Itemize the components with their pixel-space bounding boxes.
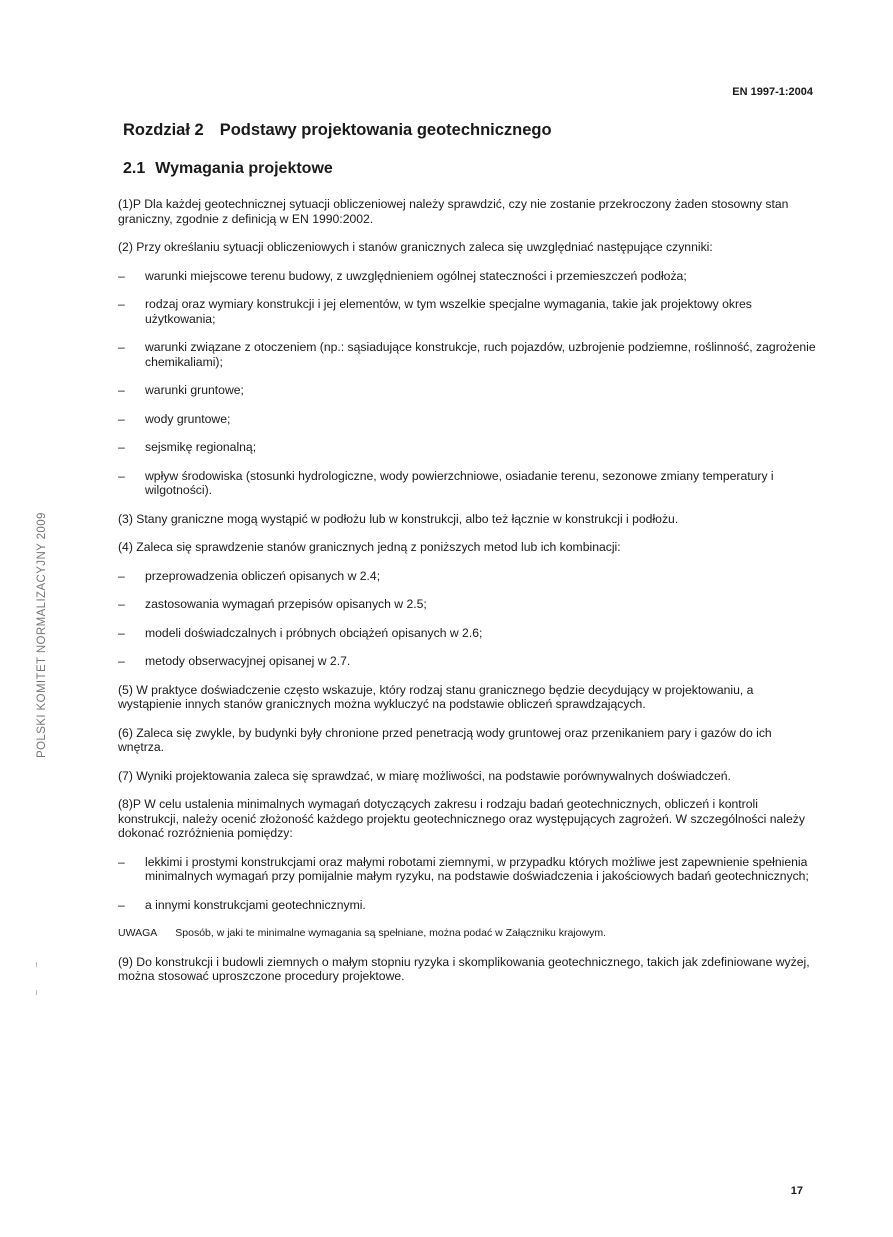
list-item-text: rodzaj oraz wymiary konstrukcji i jej elementów, w tym wszelkie specjalne wymagania, takie jak projektowy okres użytkowania; <box>145 297 752 326</box>
note-text: Sposób, w jaki te minimalne wymagania są spełniane, można podać w Załączniku krajowym. <box>175 927 606 939</box>
note <box>118 926 818 941</box>
document-number: EN 1997-1:2004 <box>732 86 813 98</box>
list-dash: – <box>118 440 125 454</box>
list-item-text: przeprowadzenia obliczeń opisanych w 2.4; <box>145 568 381 583</box>
list-dash: – <box>118 854 125 869</box>
section-title: Wymagania projektowe <box>155 160 333 177</box>
list-item <box>118 626 818 641</box>
chapter-title: Podstawy projektowania geotechnicznego <box>219 121 552 139</box>
list-dash: – <box>118 654 125 668</box>
chapter-heading <box>123 121 552 140</box>
paragraph: (6) Zaleca się zwykle, by budynki były chronione przed penetracją wody gruntowej oraz przenikaniem pary i gazów do ich wnętrza. <box>118 725 772 754</box>
paragraph: (1)P Dla każdej geotechnicznej sytuacji obliczeniowej należy sprawdzić, czy nie zostanie przekroczony żaden stosowny stan graniczny, zgodnie z definicją w EN 1990:2002. <box>118 197 789 226</box>
list-item <box>118 898 818 913</box>
list-dash: – <box>118 297 125 311</box>
list-dash: – <box>118 340 125 354</box>
list-item-text: wody gruntowe; <box>145 411 231 426</box>
list-item <box>118 383 818 398</box>
paragraph: (5) W praktyce doświadczenie często wskazuje, który rodzaj stanu granicznego będzie decydujący w projektowaniu, a wystąpienie innych stanów granicznych można wykluczyć na podstawie obliczeń sprawdzających. <box>118 682 754 711</box>
list-item-text: warunki gruntowe; <box>145 383 244 397</box>
chapter-number: Rozdział 2 <box>123 121 204 139</box>
paragraph: (8)P W celu ustalenia minimalnych wymagań dotyczących zakresu i rodzaju badań geotechnicznych, obliczeń i kontroli konstrukcji, należy ocenić złożoność każdego projektu geotechnicznego oraz występujących zagrożeń. W szczególności należy dokonać rozróżnienia pomiędzy: <box>118 797 805 840</box>
list-dash: – <box>118 268 125 283</box>
margin-mark <box>36 990 37 995</box>
list-item <box>118 654 818 669</box>
list-dash: – <box>118 468 125 483</box>
list-item <box>118 440 818 455</box>
margin-mark <box>36 962 37 967</box>
list-item-text: a innymi konstrukcjami geotechnicznymi. <box>145 897 366 912</box>
list-dash: – <box>118 597 125 611</box>
paragraph: (4) Zaleca się sprawdzenie stanów granicznych jedną z poniższych metod lub ich kombinacji: <box>118 540 621 554</box>
paragraph: (7) Wyniki projektowania zaleca się sprawdzać, w miarę możliwości, na podstawie porównywalnych doświadczeń. <box>118 768 731 783</box>
list-item <box>118 569 818 584</box>
list-dash: – <box>118 625 125 640</box>
list-item <box>118 269 818 284</box>
list-item <box>118 597 818 612</box>
paragraph: (9) Do konstrukcji i budowli ziemnych o małym stopniu ryzyka i skomplikowania geotechnicznego, takich jak zdefiniowane wyżej, można stosować uproszczone procedury projektowe. <box>118 954 810 983</box>
list-item-text: wpływ środowiska (stosunki hydrologiczne, wody powierzchniowe, osiadanie terenu, sezonowe zmiany temperatury i wilgotności). <box>145 468 774 497</box>
section-number: 2.1 <box>123 160 146 177</box>
list-item <box>118 412 818 427</box>
list-dash: – <box>118 411 125 426</box>
note-label: UWAGA <box>118 927 158 939</box>
list-item-text: warunki miejscowe terenu budowy, z uwzględnieniem ogólnej stateczności i przemieszczeń podłoża; <box>145 268 687 283</box>
list-item <box>118 297 818 326</box>
list-item <box>118 469 818 498</box>
page-number: 17 <box>790 1185 803 1197</box>
list-dash: – <box>118 383 125 397</box>
list-item-text: zastosowania wymagań przepisów opisanych w 2.5; <box>145 597 427 611</box>
section-heading <box>123 160 333 178</box>
list-item-text: metody obserwacyjnej opisanej w 2.7. <box>145 654 351 668</box>
list-dash: – <box>118 568 125 583</box>
list-item-text: warunki związane z otoczeniem (np.: sąsiadujące konstrukcje, ruch pojazdów, uzbrojenie podziemne, roślinność, zagrożenie chemikaliami); <box>145 340 816 369</box>
list-item-text: lekkimi i prostymi konstrukcjami oraz małymi robotami ziemnymi, w przypadku których możliwe jest zapewnienie spełnienia minimalnych wymagań przy pomijalnie małym ryzyku, na podstawie doświadczenia i jakościowych badań geotechnicznych; <box>145 854 809 883</box>
paragraph: (3) Stany graniczne mogą wystąpić w podłożu lub w konstrukcji, albo też łącznie w konstrukcji i podłożu. <box>118 511 679 526</box>
list-item <box>118 855 818 884</box>
paragraph: (2) Przy określaniu sytuacji obliczeniowych i stanów granicznych zaleca się uwzględniać następujące czynniki: <box>118 240 713 254</box>
body-content <box>118 197 818 998</box>
list-dash: – <box>118 897 125 912</box>
list-item-text: sejsmikę regionalną; <box>145 440 257 454</box>
list-item-text: modeli doświadczalnych i próbnych obciążeń opisanych w 2.6; <box>145 625 483 640</box>
watermark-text: POLSKI KOMITET NORMALIZACYJNY 2009 <box>36 512 48 758</box>
list-item <box>118 340 818 369</box>
